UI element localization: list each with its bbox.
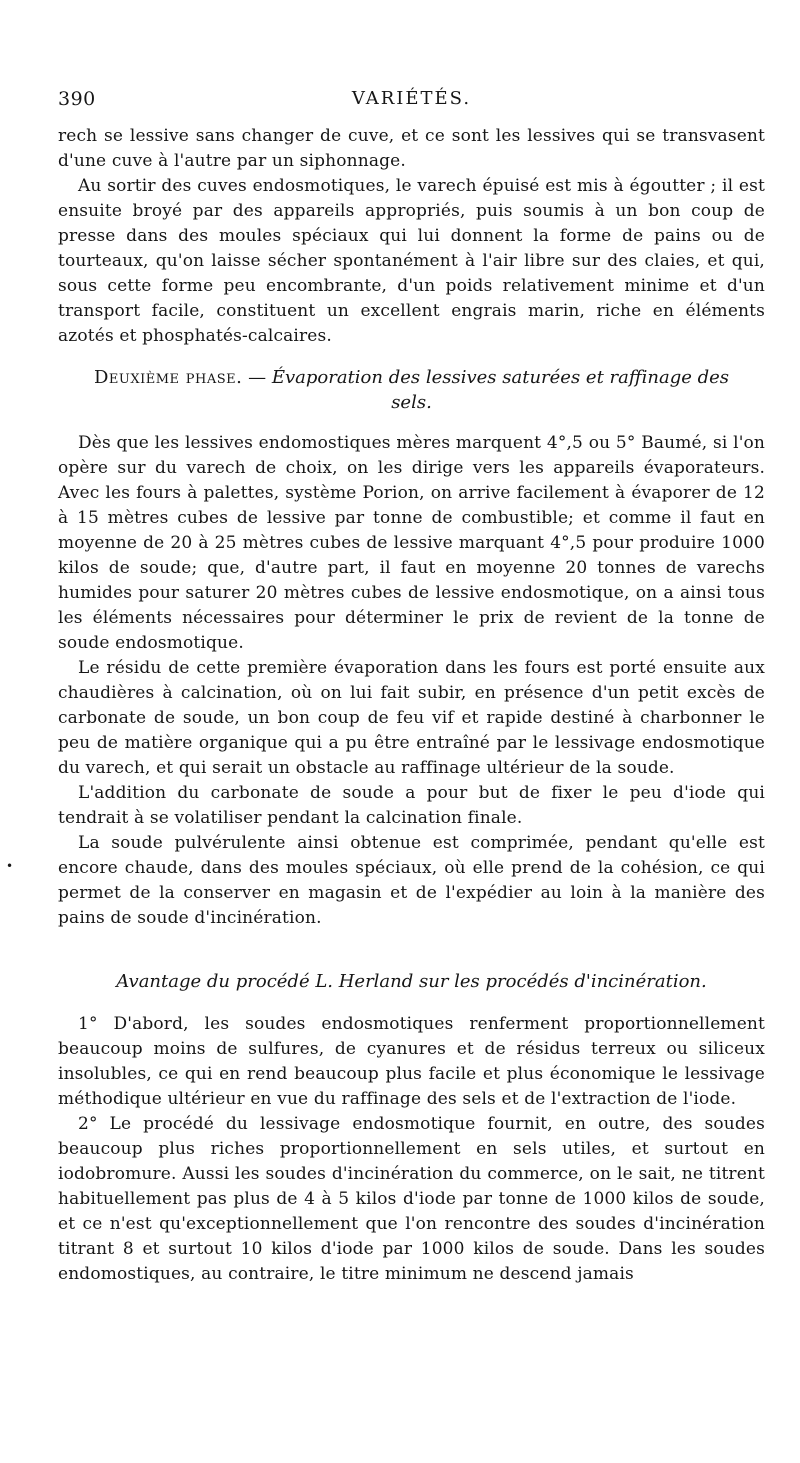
subsection-heading: Avantage du procédé L. Herland sur les procédés d'incinération. bbox=[116, 971, 707, 992]
margin-mark: • bbox=[6, 859, 14, 873]
section-heading bbox=[58, 365, 765, 415]
paragraph: Dès que les lessives endomostiques mères marquent 4°,5 ou 5° Baumé, si l'on opère sur du varech de choix, on les dirige vers les appareils évaporateurs. Avec les fours à palettes, système Porion, on arrive facilement à évaporer de 12 à 15 mètres cubes de lessive par tonne de combustible; et comme il faut en moyenne de 20 à 25 mètres cubes de lessive marquant 4°,5 pour produire 1000 kilos de soude; que, d'autre part, il faut en moyenne 20 tonnes de varechs humides pour saturer 20 mètres cubes de lessive endosmotique, on a ainsi tous les éléments nécessaires pour déterminer le prix de revient de la tonne de soude endosmotique. bbox=[58, 433, 765, 653]
running-title: VARIÉTÉS. bbox=[351, 88, 472, 109]
paragraph: L'addition du carbonate de soude a pour but de fixer le peu d'iode qui tendrait à se volatiliser pendant la calcination finale. bbox=[58, 783, 765, 828]
section-dash: — bbox=[248, 367, 267, 388]
section-title: Évaporation des lessives saturées et raffinage des sels. bbox=[271, 367, 730, 413]
paragraph: 1° D'abord, les soudes endosmotiques renferment proportionnellement beaucoup moins de sulfures, de cyanures et de résidus terreux ou siliceux insolubles, ce qui en rend beaucoup plus facile et plus économique le lessivage méthodique ultérieur en vue du raffinage des sels et de l'extraction de l'iode. bbox=[58, 1014, 765, 1109]
section-label: Deuxième phase. bbox=[93, 367, 243, 388]
paragraph: Au sortir des cuves endosmotiques, le varech épuisé est mis à égoutter ; il est ensuite broyé par des appareils appropriés, puis soumis à un bon coup de presse dans des moules spéciaux qui lui donnent la forme de pains ou de tourteaux, qu'on laisse sécher spontanément à l'air libre sur des claies, et qui, sous cette forme peu encombrante, d'un poids relativement minime et d'un transport facile, constituent un excellent engrais marin, riche en éléments azotés et phosphatés-calcaires. bbox=[58, 176, 765, 346]
paragraph: Le résidu de cette première évaporation dans les fours est porté ensuite aux chaudières à calcination, où on lui fait subir, en présence d'un petit excès de carbonate de soude, un bon coup de feu vif et rapide destiné à charbonner le peu de matière organique qui a pu être entraîné par le lessivage endosmotique du varech, et qui serait un obstacle au raffinage ultérieur de la soude. bbox=[58, 658, 765, 778]
paragraph-continued: rech se lessive sans changer de cuve, et ce sont les lessives qui se transvasent d'une cuve à l'autre par un siphonnage. bbox=[58, 126, 765, 171]
paragraph: 2° Le procédé du lessivage endosmotique fournit, en outre, des soudes beaucoup plus riches proportionnellement en sels utiles, et surtout en iodobromure. Aussi les soudes d'incinération du commerce, on le sait, ne titrent habituellement pas plus de 4 à 5 kilos d'iode par tonne de 1000 kilos de soude, et ce n'est qu'exceptionnellement que l'on rencontre des soudes d'incinération titrant 8 et surtout 10 kilos d'iode par 1000 kilos de soude. Dans les soudes endomostiques, au contraire, le titre minimum ne descend jamais bbox=[58, 1114, 765, 1284]
paragraph: La soude pulvérulente ainsi obtenue est comprimée, pendant qu'elle est encore chaude, dans des moules spéciaux, où elle prend de la cohésion, ce qui permet de la conserver en magasin et de l'expédier au loin à la manière des pains de soude d'incinération. bbox=[58, 833, 765, 928]
page-number: 390 bbox=[58, 88, 96, 110]
page-header bbox=[58, 88, 765, 116]
book-page bbox=[6, 88, 765, 1287]
